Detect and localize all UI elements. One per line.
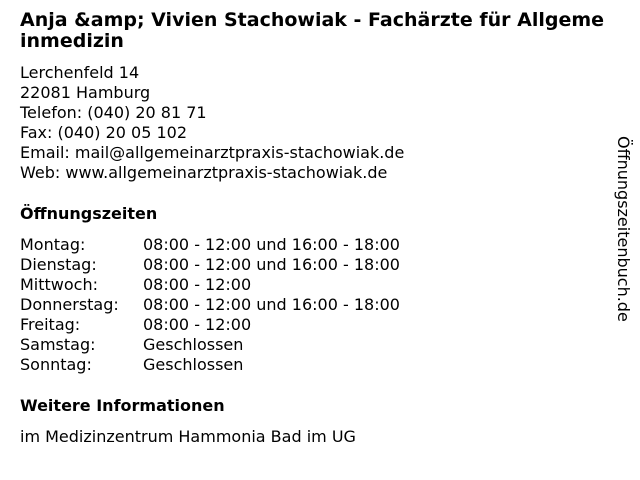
- website: Web: www.allgemeinarztpraxis-stachowiak.de: [20, 163, 388, 182]
- street: Lerchenfeld 14: [20, 63, 140, 82]
- table-row: [20, 235, 400, 255]
- opening-hours-table: [20, 235, 400, 375]
- table-row: [20, 275, 400, 295]
- brand-text: Öffnungszeitenbuch.de: [614, 136, 633, 322]
- time-value: 08:00 - 12:00: [143, 315, 252, 334]
- contact-block: [20, 63, 608, 183]
- time-value: 08:00 - 12:00 und 16:00 - 18:00: [143, 295, 400, 314]
- day-label: Dienstag:: [20, 255, 97, 274]
- side-brand-label: [612, 136, 634, 336]
- time-value: 08:00 - 12:00: [143, 275, 252, 294]
- practice-title: Anja &amp; Vivien Stachowiak - Fachärzte für Allgemeinmedizin: [20, 9, 605, 52]
- time-value: Geschlossen: [143, 335, 244, 354]
- time-value: 08:00 - 12:00 und 16:00 - 18:00: [143, 235, 400, 254]
- time-value: 08:00 - 12:00 und 16:00 - 18:00: [143, 255, 400, 274]
- day-label: Montag:: [20, 235, 86, 254]
- more-info-heading: Weitere Informationen: [20, 396, 225, 415]
- day-label: Mittwoch:: [20, 275, 98, 294]
- time-value: Geschlossen: [143, 355, 244, 374]
- table-row: [20, 295, 400, 315]
- day-label: Sonntag:: [20, 355, 92, 374]
- opening-hours-heading: Öffnungszeiten: [20, 204, 158, 223]
- table-row: [20, 315, 400, 335]
- content: [20, 10, 608, 447]
- table-row: [20, 335, 400, 355]
- email: Email: mail@allgemeinarztpraxis-stachowiak.de: [20, 143, 405, 162]
- city: 22081 Hamburg: [20, 83, 151, 102]
- more-info-text: im Medizinzentrum Hammonia Bad im UG: [20, 427, 356, 446]
- day-label: Donnerstag:: [20, 295, 119, 314]
- day-label: Freitag:: [20, 315, 81, 334]
- fax: Fax: (040) 20 05 102: [20, 123, 188, 142]
- day-label: Samstag:: [20, 335, 96, 354]
- phone: Telefon: (040) 20 81 71: [20, 103, 207, 122]
- table-row: [20, 355, 400, 375]
- table-row: [20, 255, 400, 275]
